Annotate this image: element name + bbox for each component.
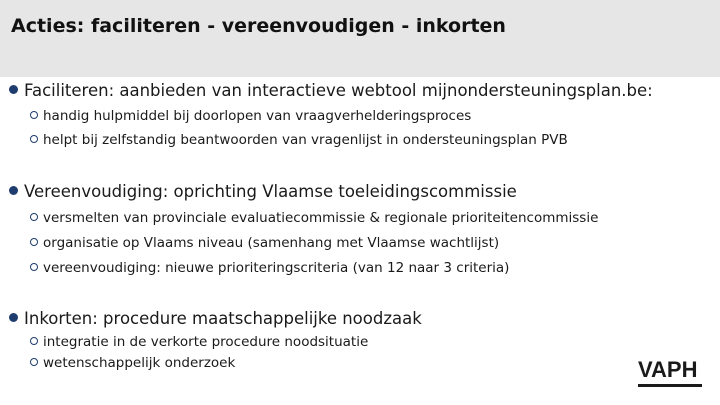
list-item-text: vereenvoudiging: nieuwe prioriteringscriteria (van 12 naar 3 criteria)	[43, 260, 510, 276]
title-bar	[0, 0, 720, 77]
list-item	[30, 260, 509, 276]
sub-bullet-icon	[30, 263, 38, 271]
list-item-text: versmelten van provinciale evaluatiecommissie & regionale prioriteitencommissie	[43, 210, 599, 226]
list-item	[30, 132, 568, 148]
list-item-text: wetenschappelijk onderzoek	[43, 355, 236, 371]
sub-bullet-icon	[30, 213, 38, 221]
list-item	[30, 355, 235, 371]
logo-text: VAPH	[638, 357, 698, 382]
list-item	[30, 108, 471, 124]
vaph-logo	[638, 355, 702, 389]
bullet-icon	[9, 85, 18, 94]
list-item-text: helpt bij zelfstandig beantwoorden van vragenlijst in ondersteuningsplan PVB	[43, 132, 568, 148]
section-vereenvoudiging	[9, 182, 517, 201]
sub-bullet-icon	[30, 238, 38, 246]
list-item	[30, 334, 368, 350]
list-item-text: integratie in de verkorte procedure noodsituatie	[43, 334, 369, 350]
list-item-text: organisatie op Vlaams niveau (samenhang met Vlaamse wachtlijst)	[43, 235, 500, 251]
bullet-icon	[9, 186, 18, 195]
list-item	[30, 235, 499, 251]
logo-underline	[638, 384, 702, 387]
section-heading: Vereenvoudiging: oprichting Vlaamse toeleidingscommissie	[24, 182, 517, 201]
list-item-text: handig hulpmiddel bij doorlopen van vraagverhelderingsproces	[43, 108, 472, 124]
sub-bullet-icon	[30, 337, 38, 345]
bullet-icon	[9, 313, 18, 322]
sub-bullet-icon	[30, 358, 38, 366]
sub-bullet-icon	[30, 135, 38, 143]
section-heading: Faciliteren: aanbieden van interactieve webtool mijnondersteuningsplan.be:	[24, 81, 653, 100]
section-faciliteren	[9, 81, 653, 100]
slide-title: Acties: faciliteren - vereenvoudigen - inkorten	[11, 15, 506, 37]
sub-bullet-icon	[30, 111, 38, 119]
section-heading: Inkorten: procedure maatschappelijke noodzaak	[24, 309, 422, 328]
section-inkorten	[9, 309, 422, 328]
list-item	[30, 210, 598, 226]
